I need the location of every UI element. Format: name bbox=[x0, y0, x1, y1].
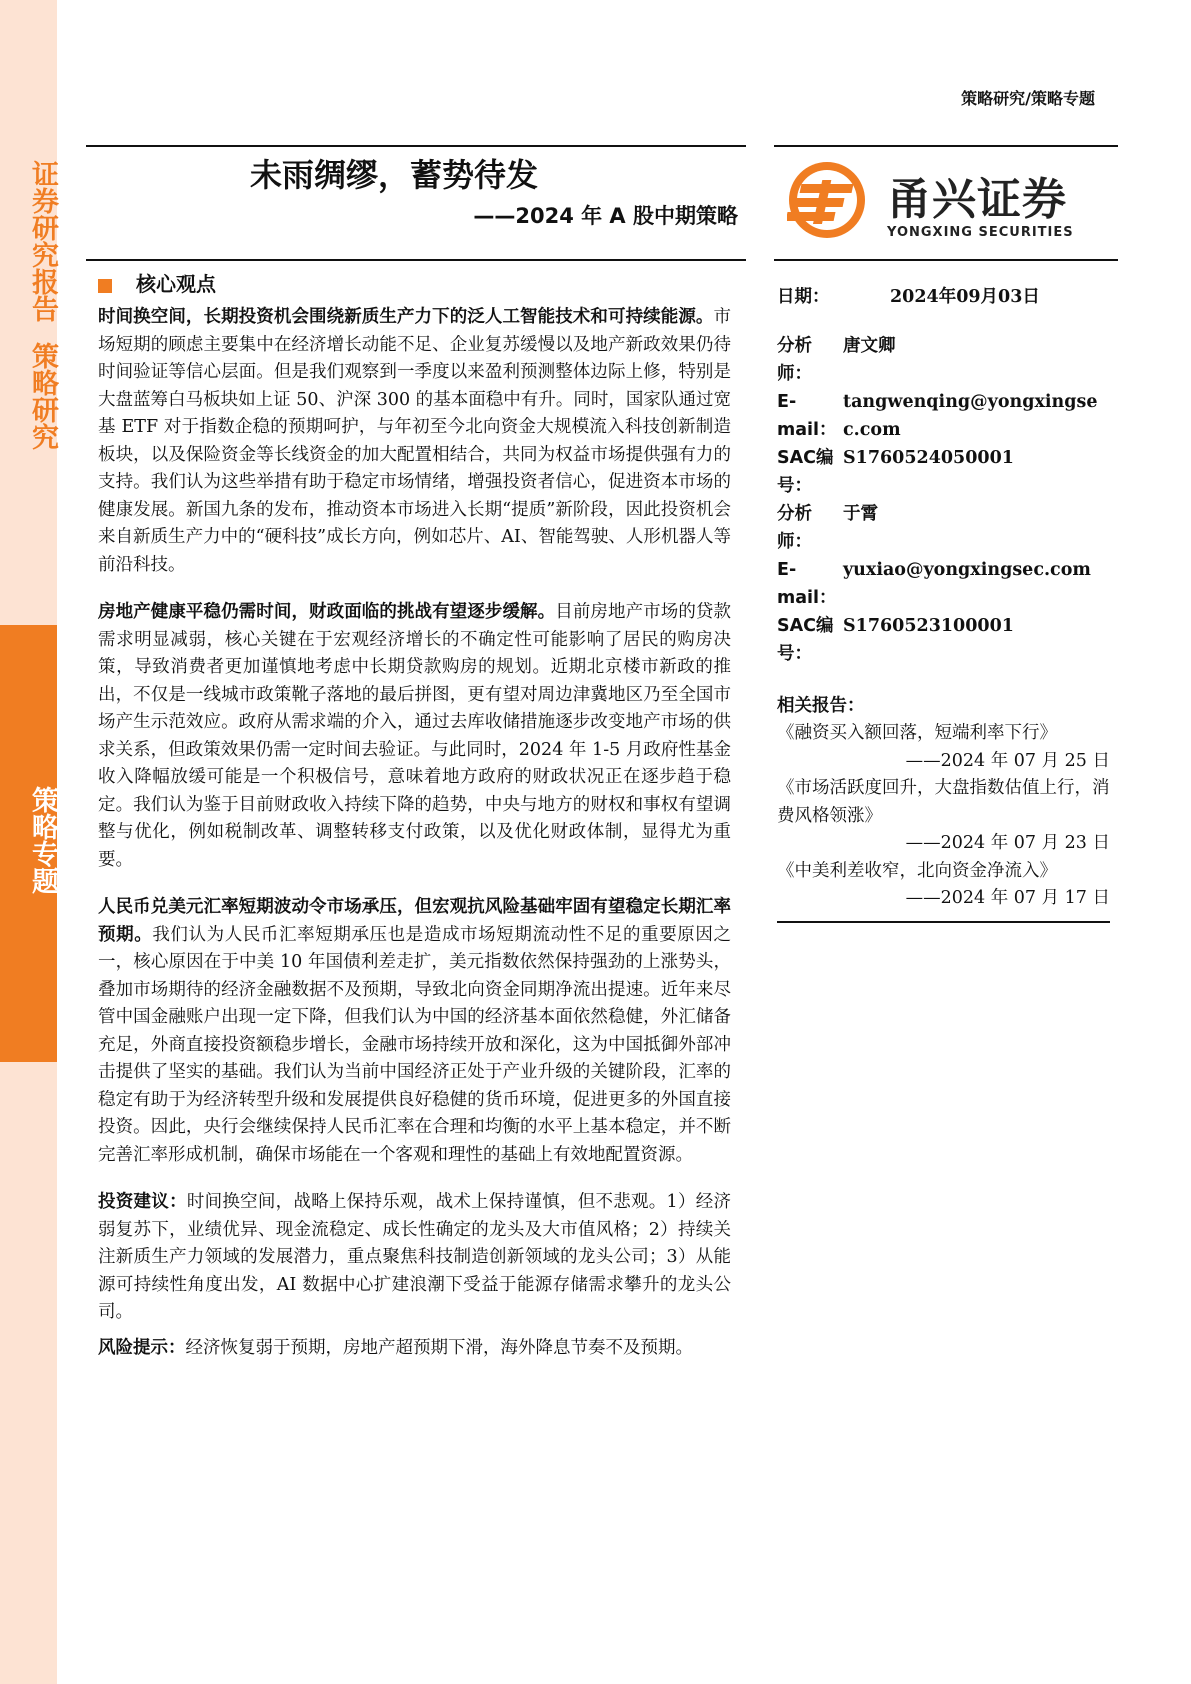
sidebar-report-subtype: 策略研究 bbox=[27, 342, 58, 450]
sac-row bbox=[777, 612, 1110, 668]
sac-label: SAC编号： bbox=[777, 616, 834, 664]
section-heading bbox=[98, 268, 216, 297]
paragraph-tech bbox=[98, 304, 731, 579]
paragraph-fx bbox=[98, 894, 731, 1169]
report-category: 策略研究/策略专题 bbox=[961, 89, 1095, 108]
paragraph-investment-advice bbox=[98, 1189, 731, 1327]
analyst-label: 分析师： bbox=[777, 336, 812, 384]
paragraph-lead: 风险提示： bbox=[98, 1337, 186, 1358]
email-link[interactable]: yuxiao@yongxingsec.com bbox=[843, 560, 1091, 580]
logo-top-rule bbox=[774, 145, 1118, 147]
email-row bbox=[777, 556, 1110, 612]
info-bottom-rule bbox=[777, 921, 1110, 923]
paragraph-body: 我们认为人民币汇率短期承压也是造成市场短期流动性不足的重要原因之一，核心原因在于中美 10 年国债利差走扩，美元指数依然保持强劲的上涨势头，叠加市场期待的经济金融数据不及预期，导致北向资金同期净流出提速。近年来尽管中国金融账户出现一定下降，但我们认为中国的经济基本面依然稳健，外汇储备充足，外商直接投资额稳步增长，金融市场持续开放和深化，这为中国抵御外部冲击提供了坚实的基础。我们认为当前中国经济正处于产业升级的关键阶段，汇率的稳定有助于为经济转型升级和发展提供良好稳健的货币环境，促进更多的外国直接投资。因此，央行会继续保持人民币汇率在合理和均衡的水平上基本稳定，并不断完善汇率形成机制，确保市场能在一个客观和理性的基础上有效地配置资源。 bbox=[98, 924, 732, 1165]
main-content bbox=[98, 304, 731, 1382]
related-reports-heading: 相关报告： bbox=[777, 696, 865, 716]
report-title: 未雨绸缪，蓄势待发 bbox=[250, 156, 539, 194]
square-bullet-icon bbox=[98, 279, 112, 293]
date-value: 2024年09月03日 bbox=[890, 287, 1040, 307]
analyst-row bbox=[777, 332, 1110, 388]
email-label: E-mail： bbox=[777, 560, 837, 608]
paragraph-body: 目前房地产市场的贷款需求明显减弱，核心关键在于宏观经济增长的不确定性可能影响了居民的购房决策，导致消费者更加谨慎地考虑中长期贷款购房的规划。近期北京楼市新政的推出，不仅是一线城市政策靴子落地的最后拼图，更有望对周边津冀地区乃至全国市场产生示范效应。政府从需求端的介入，通过去库收储措施逐步改变地产市场的供求关系，但政策效果仍需一定时间去验证。与此同时，2024 年 1-5 月政府性基金收入降幅放缓可能是一个积极信号，意味着地方政府的财政状况正在逐步趋于稳定。我们认为鉴于目前财政收入持续下降的趋势，中央与地方的财权和事权有望调整与优化，例如税制改革、调整转移支付政策，以及优化财政体制，显得尤为重要。 bbox=[98, 602, 732, 870]
logo-mark-icon bbox=[787, 158, 877, 248]
sac-number: S1760524050001 bbox=[843, 448, 1014, 468]
date-label: 日期： bbox=[777, 287, 830, 307]
paragraph-risk bbox=[98, 1335, 731, 1363]
paragraph-property bbox=[98, 599, 731, 874]
title-top-rule bbox=[86, 145, 746, 147]
sidebar-report-type: 证券研究报告 bbox=[27, 160, 58, 322]
sac-number: S1760523100001 bbox=[843, 616, 1014, 636]
related-report-date: ——2024 年 07 月 23 日 bbox=[905, 833, 1110, 853]
analyst-label: 分析师： bbox=[777, 504, 812, 552]
logo-name-en: YONGXING SECURITIES bbox=[887, 225, 1074, 240]
sac-label: SAC编号： bbox=[777, 448, 834, 496]
logo-bottom-rule bbox=[774, 259, 1118, 261]
related-report-title[interactable]: 《市场活跃度回升，大盘指数估值上行，消费风格领涨》 bbox=[777, 778, 1110, 826]
paragraph-lead: 房地产健康平稳仍需时间，财政面临的挑战有望逐步缓解。 bbox=[98, 602, 556, 622]
related-report-title[interactable]: 《中美利差收窄，北向资金净流入》 bbox=[777, 860, 1057, 881]
sidebar-bottom-label: 策略专题 bbox=[27, 786, 58, 894]
related-report-title[interactable]: 《融资买入额回落，短端利率下行》 bbox=[777, 723, 1057, 743]
date-row bbox=[777, 283, 1110, 308]
paragraph-lead: 时间换空间，长期投资机会围绕新质生产力下的泛人工智能技术和可持续能源。 bbox=[98, 307, 714, 327]
email-link[interactable]: tangwenqing@yongxingsec.com bbox=[843, 392, 1098, 440]
company-logo bbox=[787, 158, 1087, 248]
related-report[interactable] bbox=[777, 858, 1110, 913]
related-report[interactable] bbox=[777, 720, 1110, 775]
title-bottom-rule bbox=[86, 259, 746, 261]
analyst-row bbox=[777, 500, 1110, 556]
sac-row bbox=[777, 444, 1110, 500]
related-report-date: ——2024 年 07 月 25 日 bbox=[905, 750, 1110, 771]
paragraph-body: 市场短期的顾虑主要集中在经济增长动能不足、企业复苏缓慢以及地产新政效果仍待时间验证等信心层面。但是我们观察到一季度以来盈利预测整体边际上修，特别是大盘蓝筹白马板块如上证 50、沪深 300 的基本面稳中有升。同时，国家队通过宽基 ETF 对于指数企稳的预期呵护，与年初至今北向资金大规模流入科技创新制造板块，以及保险资金等长线资金的加大配置相结合，共同为权益市场提供强有力的支持。我们认为这些举措有助于稳定市场情绪，增强投资者信心，促进资本市场的健康发展。新国九条的发布，推动资本市场进入长期“提质”新阶段，因此投资机会来自新质生产力中的“硬科技”成长方向，例如芯片、AI、智能驾驶、人形机器人等前沿科技。 bbox=[98, 307, 731, 575]
analyst-name: 于霄 bbox=[843, 504, 878, 524]
paragraph-body: 时间换空间，战略上保持乐观，战术上保持谨慎，但不悲观。1）经济弱复苏下，业绩优异、现金流稳定、成长性确定的龙头及大市值风格；2）持续关注新质生产力领域的发展潜力，重点聚焦科技制造创新领域的龙头公司；3）从能源可持续性角度出发，AI 数据中心扩建浪潮下受益于能源存储需求攀升的龙头公司。 bbox=[98, 1192, 731, 1322]
related-report[interactable] bbox=[777, 775, 1110, 858]
paragraph-body: 经济恢复弱于预期，房地产超预期下滑，海外降息节奏不及预期。 bbox=[185, 1337, 693, 1358]
section-title: 核心观点 bbox=[136, 272, 216, 296]
sidebar-top-label bbox=[0, 160, 57, 450]
paragraph-lead: 投资建议： bbox=[98, 1192, 187, 1212]
report-subtitle: ——2024 年 A 股中期策略 bbox=[473, 204, 738, 228]
related-report-date: ——2024 年 07 月 17 日 bbox=[905, 888, 1110, 908]
report-info-panel bbox=[777, 283, 1110, 923]
logo-name-cn: 甬兴证券 bbox=[887, 174, 1067, 225]
analyst-name: 唐文卿 bbox=[843, 336, 896, 356]
email-label: E-mail： bbox=[777, 392, 837, 440]
paragraph-lead: 人民币兑美元汇率短期波动令市场承压，但宏观抗风险基础牢固有望稳定长期汇率预期。 bbox=[98, 897, 731, 945]
email-row bbox=[777, 388, 1110, 444]
